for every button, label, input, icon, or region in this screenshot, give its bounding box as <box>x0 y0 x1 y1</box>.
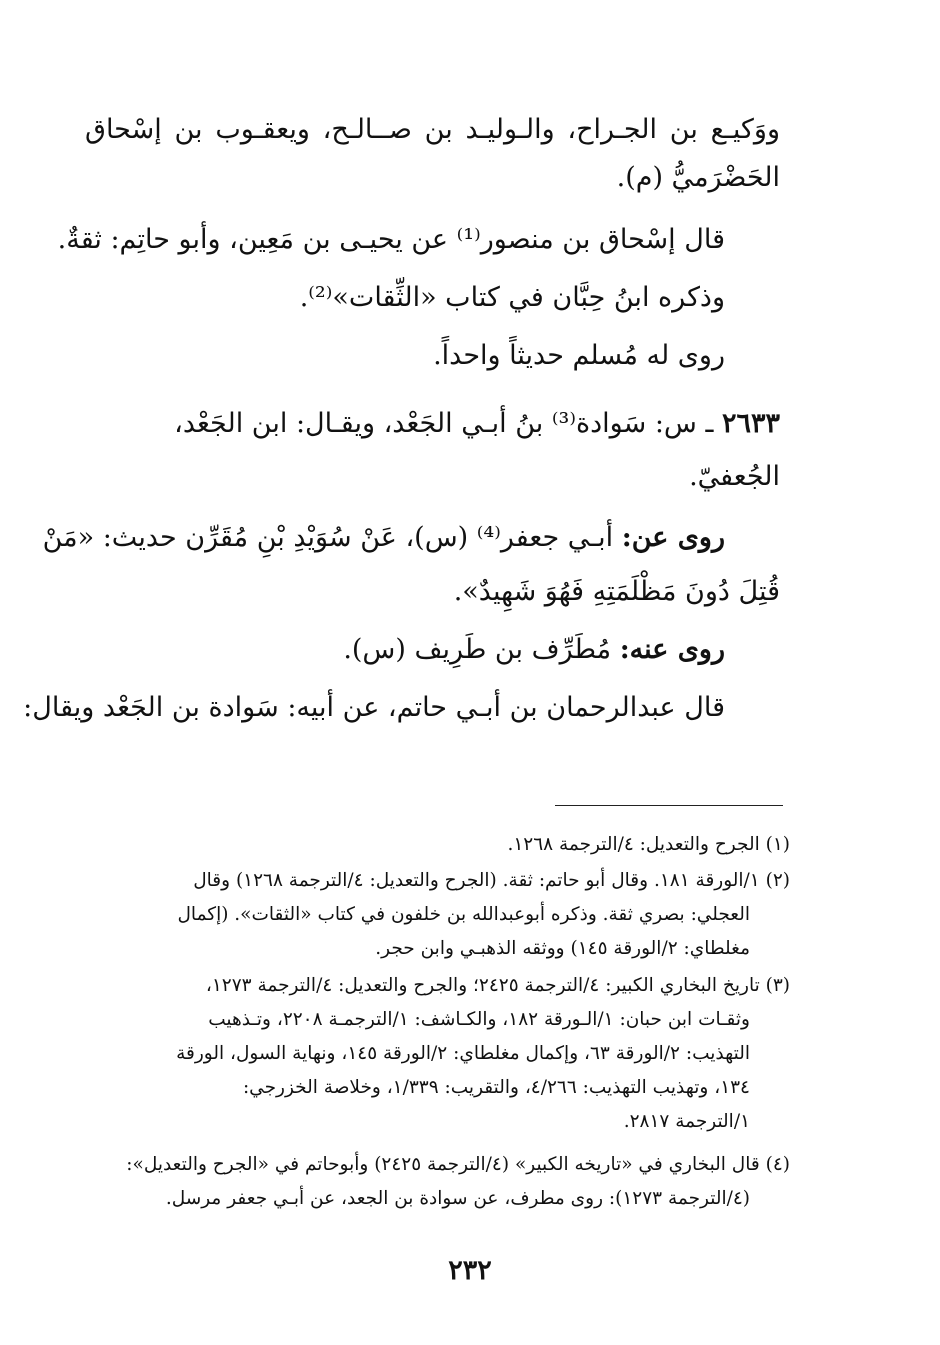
entry-heading-line <box>174 404 780 444</box>
footnote-3-line-1: (٣) تاريخ البخاري الكبير: ٤/الترجمة ٢٤٢٥؛ والجرح والتعديل: ٤/الترجمة ١٢٧٣، <box>205 975 790 996</box>
footnote-3-line-4: ١٣٤، وتهذيب التهذيب: ٤/٢٦٦، والتقريب: ١/٣٣٩، وخلاصة الخزرجي: <box>242 1077 750 1098</box>
footnote-2-line-2: العجلي: بصري ثقة. وذكره أبوعبدالله بن خلفون في كتاب «الثقات». (إكمال <box>177 904 750 925</box>
text-line-1: ووَكيـع بن الجـراح، والـوليـد بن صــالـح، ويعقـوب بن إسْحاق <box>85 114 780 145</box>
narrated-from-line <box>43 518 725 558</box>
narrated-by-line <box>343 630 725 670</box>
footnote-separator <box>555 805 783 806</box>
narrated-from-label: روى عن: <box>621 522 725 553</box>
footnote-4-line-1: (٤) قال البخاري في «تاريخه الكبير» (٤/الترجمة ٢٤٢٥) وأبوحاتم في «الجرح والتعديل»: <box>126 1154 790 1175</box>
footnote-4-line-2: (٤/الترجمة ١٢٧٣): روى مطرف، عن سوادة بن الجعد، عن أبـي جعفر مرسل. <box>165 1188 750 1209</box>
text-line-4: وذكره ابنُ حِبَّان في كتاب «الثِّقات»⁽²⁾. <box>299 282 725 313</box>
text-line-7: الجُعفيّ. <box>689 461 780 492</box>
entry-heading-text: ـ س: سَوادة⁽³⁾ بنُ أبـي الجَعْد، ويقـال: ابن الجَعْد، <box>174 408 714 439</box>
page-number: ٢٣٢ <box>448 1255 492 1286</box>
footnote-3-line-5: ١/الترجمة ٢٨١٧. <box>623 1111 750 1132</box>
text-line-9: قُتِلَ دُونَ مَظْلَمَتِهِ فَهُوَ شَهِيدٌ». <box>453 576 780 607</box>
narrated-by-label: روى عنه: <box>619 634 725 665</box>
footnote-2-line-1: (٢) ١/الورقة ١٨١. وقال أبو حاتم: ثقة. (الجرح والتعديل: ٤/الترجمة ١٢٦٨) وقال <box>193 870 790 891</box>
entry-number: ٢٦٣٣ <box>721 408 780 439</box>
footnote-2-line-3: مغلطاي: ٢/الورقة ١٤٥) ووثقه الذهبـي وابن حجر. <box>375 938 750 959</box>
text-line-5: روى له مُسلم حديثاً واحداً. <box>433 340 725 371</box>
narrated-from-text: أبـي جعفر⁽⁴⁾ (س)، عَنْ سُوَيْدِ بْنِ مُقَرِّن حديث: «مَنْ <box>42 522 614 553</box>
text-line-3: قال إسْحاق بن منصور⁽¹⁾ عن يحيـى بن مَعِين، وأبو حاتِم: ثقةٌ. <box>57 224 725 255</box>
footnote-3-line-2: وثقـات ابن حبان: ١/الـورقة ١٨٢، والكـاشف: ١/الترجمـة ٢٢٠٨، وتـذهيب <box>208 1009 750 1030</box>
footnote-3-line-3: التهذيب: ٢/الورقة ٦٣، وإكمال مغلطاي: ٢/الورقة ١٤٥، ونهاية السول، الورقة <box>176 1043 750 1064</box>
text-line-11: قال عبدالرحمان بن أبـي حاتم، عن أبيه: سَوادة بن الجَعْد ويقال: <box>23 692 725 723</box>
footnote-1: (١) الجرح والتعديل: ٤/الترجمة ١٢٦٨. <box>507 834 790 855</box>
narrated-by-text: مُطَرِّف بن طَرِيف (س). <box>343 634 612 665</box>
text-line-2: الحَضْرَميُّ (م). <box>616 162 780 193</box>
